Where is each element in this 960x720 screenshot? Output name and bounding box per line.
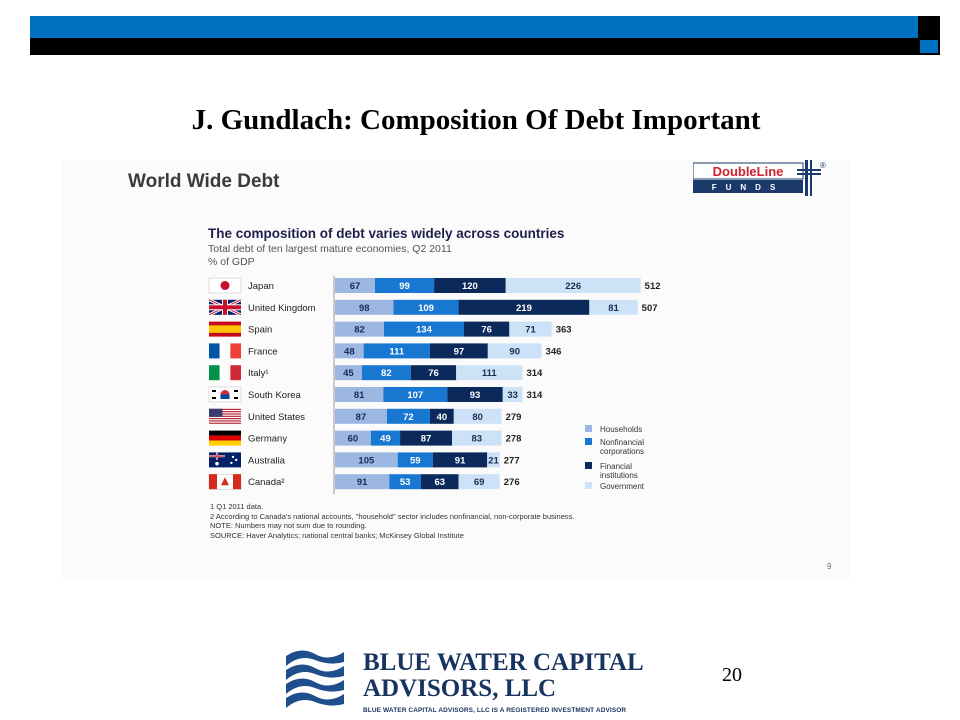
bar-value-label: 80	[472, 411, 483, 423]
legend-label: Nonfinancial	[600, 438, 645, 447]
bar-value-label: 40	[436, 411, 448, 423]
note-source: SOURCE: Haver Analytics; national central banks; McKinsey Global Institute	[210, 530, 464, 540]
legend-swatch-nonfinancial-corporations	[585, 438, 592, 445]
bar-value-label: 49	[380, 433, 391, 445]
category-label: South Korea	[248, 390, 301, 401]
bar-value-label: 91	[356, 477, 368, 489]
doubleline-logo-mark: ®	[820, 161, 826, 170]
blue-water-wave-logo	[286, 646, 344, 712]
legend-swatch-households	[585, 425, 592, 432]
legend-swatch-financial-institutions	[585, 462, 592, 469]
bar-value-label: 81	[353, 390, 365, 401]
bar-value-label: 76	[428, 368, 439, 380]
south-korea-flag-icon	[209, 387, 241, 402]
bar-value-label: 97	[453, 346, 465, 358]
chart-title: The composition of debt varies widely across countries	[208, 226, 565, 241]
legend-label: institutions	[600, 471, 638, 480]
bar-value-label: 82	[354, 324, 365, 336]
legend-label: Financial	[600, 462, 633, 471]
us-flag-icon	[209, 409, 241, 424]
bar-value-label: 107	[407, 390, 424, 401]
company-name-line2: ADVISORS, LLC	[363, 675, 557, 702]
total-label: 512	[644, 281, 661, 292]
uk-flag-icon	[209, 300, 241, 315]
japan-flag-icon	[209, 278, 241, 293]
company-name-line1: BLUE WATER CAPITAL	[363, 649, 644, 676]
australia-flag-icon	[209, 452, 241, 467]
bar-value-label: 45	[343, 368, 354, 380]
bar-value-label: 76	[481, 324, 492, 336]
note-1: 1 Q1 2011 data.	[210, 502, 264, 511]
note-2: 2 According to Canada's national accounts, "household" sector includes nonfinancial, non-corporate business.	[210, 511, 575, 521]
bar-value-label: 134	[416, 324, 432, 336]
total-label: 363	[555, 324, 572, 336]
legend-label: Households	[600, 425, 643, 434]
note-rounding: NOTE: Numbers may not sum due to rounding.	[210, 521, 367, 530]
bar-value-label: 60	[347, 433, 359, 445]
bar-value-label: 90	[509, 346, 520, 358]
chart-unit: % of GDP	[208, 256, 255, 268]
bar-value-label: 21	[488, 455, 499, 467]
bar-value-label: 120	[461, 281, 478, 292]
bar-value-label: 33	[507, 390, 518, 401]
total-label: 314	[526, 368, 543, 380]
doubleline-logo-name: DoubleLine	[712, 164, 784, 179]
canada-flag-icon	[209, 474, 241, 489]
total-label: 277	[503, 455, 520, 467]
legend-swatch-government	[585, 482, 592, 489]
bar-value-label: 82	[381, 368, 392, 380]
slide-number: 20	[722, 664, 742, 686]
bar-value-label: 67	[349, 281, 361, 292]
bar-value-label: 219	[516, 302, 532, 314]
panel-heading: World Wide Debt	[128, 171, 280, 192]
france-flag-icon	[209, 343, 241, 358]
chart-notes	[210, 502, 575, 540]
bar-value-label: 71	[525, 324, 536, 336]
company-tagline: BLUE WATER CAPITAL ADVISORS, LLC IS A REGISTERED INVESTMENT ADVISOR	[363, 707, 627, 714]
bar-value-label: 91	[454, 455, 466, 467]
spain-flag-icon	[209, 322, 241, 337]
bar-value-label: 93	[469, 390, 481, 401]
total-label: 346	[545, 346, 562, 358]
category-label: United Kingdom	[248, 302, 316, 314]
bar-value-label: 109	[418, 302, 434, 314]
category-label: Italy¹	[248, 368, 269, 380]
total-label: 276	[503, 477, 520, 489]
bar-value-label: 111	[481, 368, 497, 380]
legend-label: Government	[600, 482, 645, 491]
germany-flag-icon	[209, 431, 241, 446]
legend-label: corporations	[600, 447, 645, 456]
slide-title: J. Gundlach: Composition Of Debt Important	[191, 104, 761, 136]
bar-value-label: 69	[473, 477, 485, 489]
category-label: Canada²	[248, 477, 285, 489]
total-label: 279	[505, 411, 522, 423]
bar-value-label: 72	[403, 411, 414, 423]
bar-value-label: 59	[410, 455, 421, 467]
bar-value-label: 48	[344, 346, 355, 358]
category-label: Spain	[248, 324, 273, 336]
bar-value-label: 81	[608, 302, 619, 314]
bar-value-label: 63	[434, 477, 446, 489]
doubleline-logo-sub: FUNDS	[711, 183, 785, 192]
page-mark: 9	[827, 562, 832, 571]
bar-value-label: 111	[389, 346, 405, 358]
bar-value-label: 53	[399, 477, 411, 489]
bar-value-label: 87	[355, 411, 367, 423]
category-label: France	[248, 346, 278, 358]
chart-subtitle: Total debt of ten largest mature economies, Q2 2011	[208, 243, 452, 255]
bar-value-label: 226	[565, 281, 582, 292]
bar-value-label: 83	[471, 433, 483, 445]
bar-value-label: 105	[358, 455, 375, 467]
category-label: Australia	[248, 455, 285, 467]
total-label: 314	[526, 390, 543, 401]
total-label: 507	[641, 302, 658, 314]
italy-flag-icon	[209, 365, 241, 380]
bar-value-label: 87	[420, 433, 432, 445]
category-label: Germany	[248, 433, 288, 445]
bar-value-label: 98	[358, 302, 370, 314]
bar-value-label: 99	[399, 281, 410, 292]
category-label: Japan	[248, 281, 274, 292]
total-label: 278	[505, 433, 522, 445]
category-label: United States	[248, 411, 306, 423]
